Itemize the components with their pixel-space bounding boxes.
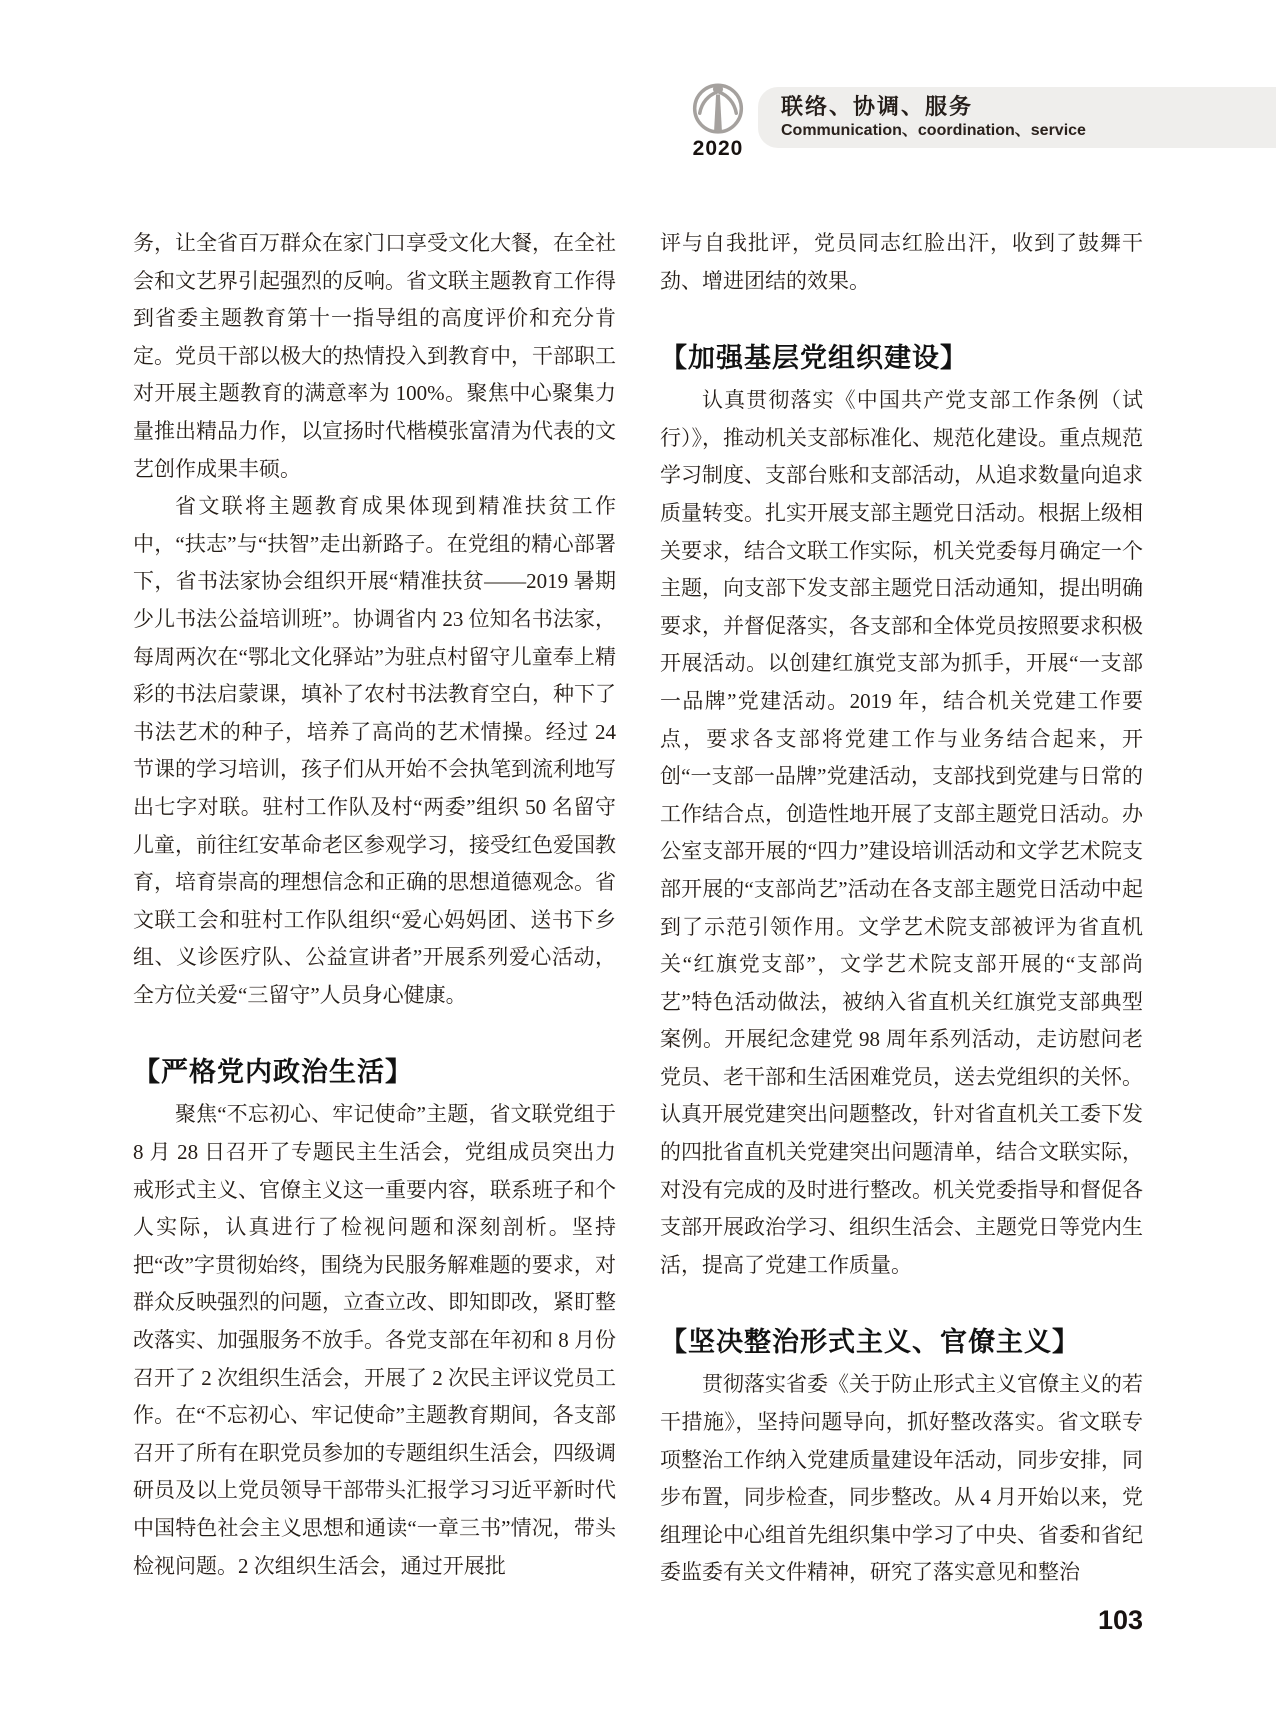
logo-year: 2020 <box>692 137 744 160</box>
body-paragraph: 贯彻落实省委《关于防止形式主义官僚主义的若干措施》，坚持问题导向，抓好整改落实。省文联专项整治工作纳入党建质量建设年活动，同步安排，同步布置，同步检查，同步整改。从 4 月开始以来，党组理论中心组首先组织集中学习了中央、省委和省纪委监委有关文件精神，研究了落实意见和整治 <box>660 1372 1143 1585</box>
section-heading: 【坚决整治形式主义、官僚主义】 <box>660 1327 1080 1358</box>
body-paragraph: 聚焦“不忘初心、牢记使命”主题，省文联党组于 8 月 28 日召开了专题民主生活会，党组成员突出力戒形式主义、官僚主义这一重要内容，联系班子和个人实际，认真进行了检视问题和深刻剖析。坚持把“改”字贯彻始终，围绕为民服务解难题的要求，对群众反映强烈的问题，立查立改、即知即改，紧盯整改落实、加强服务不放手。各党支部在年初和 8 月份召开了 2 次组织生活会，开展了 2 次民主评议党员工作。在“不忘初心、牢记使命”主题教育期间，各支部召开了所有在职党员参加的专题组织生活会，四级调研员及以上党员领导干部带头汇报学习习近平新时代中国特色社会主义思想和通读“一章三书”情况，带头检视问题。2 次组织生活会，通过开展批 <box>133 1102 616 1578</box>
body-paragraph: 评与自我批评，党员同志红脸出汗，收到了鼓舞干劲、增进团结的效果。 <box>660 231 1143 293</box>
section-heading: 【严格党内政治生活】 <box>133 1057 413 1088</box>
banner-title-en: Communication、coordination、service <box>781 122 1086 139</box>
federation-emblem-icon <box>690 79 746 135</box>
left-column <box>133 225 616 1585</box>
right-column <box>660 225 1143 1592</box>
federation-logo <box>685 79 751 161</box>
body-paragraph: 省文联将主题教育成果体现到精准扶贫工作中，“扶志”与“扶智”走出新路子。在党组的精心部署下，省书法家协会组织开展“精准扶贫——2019 暑期少儿书法公益培训班”。协调省内 23 位知名书法家，每周两次在“鄂北文化驿站”为驻点村留守儿童奉上精彩的书法启蒙课，填补了农村书法教育空白，种下了书法艺术的种子，培养了高尚的艺术情操。经过 24 节课的学习培训，孩子们从开始不会执笔到流利地写出七字对联。驻村工作队及村“两委”组织 50 名留守儿童，前往红安革命老区参观学习，接受红色爱国教育，培育崇高的理想信念和正确的思想道德观念。省文联工会和驻村工作队组织“爱心妈妈团、送书下乡组、义诊医疗队、公益宣讲者”开展系列爱心活动，全方位关爱“三留守”人员身心健康。 <box>133 494 616 1007</box>
page-number: 103 <box>1097 1605 1143 1635</box>
body-paragraph: 务，让全省百万群众在家门口享受文化大餐，在全社会和文艺界引起强烈的反响。省文联主题教育工作得到省委主题教育第十一指导组的高度评价和充分肯定。党员干部以极大的热情投入到教育中，干部职工对开展主题教育的满意率为 100%。聚焦中心聚集力量推出精品力作，以宣扬时代楷模张富清为代表的文艺创作成果丰硕。 <box>133 231 616 481</box>
section-heading: 【加强基层党组织建设】 <box>660 343 968 374</box>
banner-title-zh: 联络、协调、服务 <box>781 94 974 119</box>
section-banner <box>758 87 1276 148</box>
body-paragraph: 认真贯彻落实《中国共产党支部工作条例（试行）》，推动机关支部标准化、规范化建设。重点规范学习制度、支部台账和支部活动，从追求数量向追求质量转变。扎实开展支部主题党日活动。根据上级相关要求，结合文联工作实际，机关党委每月确定一个主题，向支部下发支部主题党日活动通知，提出明确要求，并督促落实，各支部和全体党员按照要求积极开展活动。以创建红旗党支部为抓手，开展“一支部一品牌”党建活动。2019 年，结合机关党建工作要点，要求各支部将党建工作与业务结合起来，开创“一支部一品牌”党建活动，支部找到党建与日常的工作结合点，创造性地开展了支部主题党日活动。办公室支部开展的“四力”建设培训活动和文学艺术院支部开展的“支部尚艺”活动在各支部主题党日活动中起到了示范引领作用。文学艺术院支部被评为省直机关“红旗党支部”，文学艺术院支部开展的“支部尚艺”特色活动做法，被纳入省直机关红旗党支部典型案例。开展纪念建党 98 周年系列活动，走访慰问老党员、老干部和生活困难党员，送去党组织的关怀。认真开展党建突出问题整改，针对省直机关工委下发的四批省直机关党建突出问题清单，结合文联实际，对没有完成的及时进行整改。机关党委指导和督促各支部开展政治学习、组织生活会、主题党日等党内生活，提高了党建工作质量。 <box>660 388 1143 1277</box>
